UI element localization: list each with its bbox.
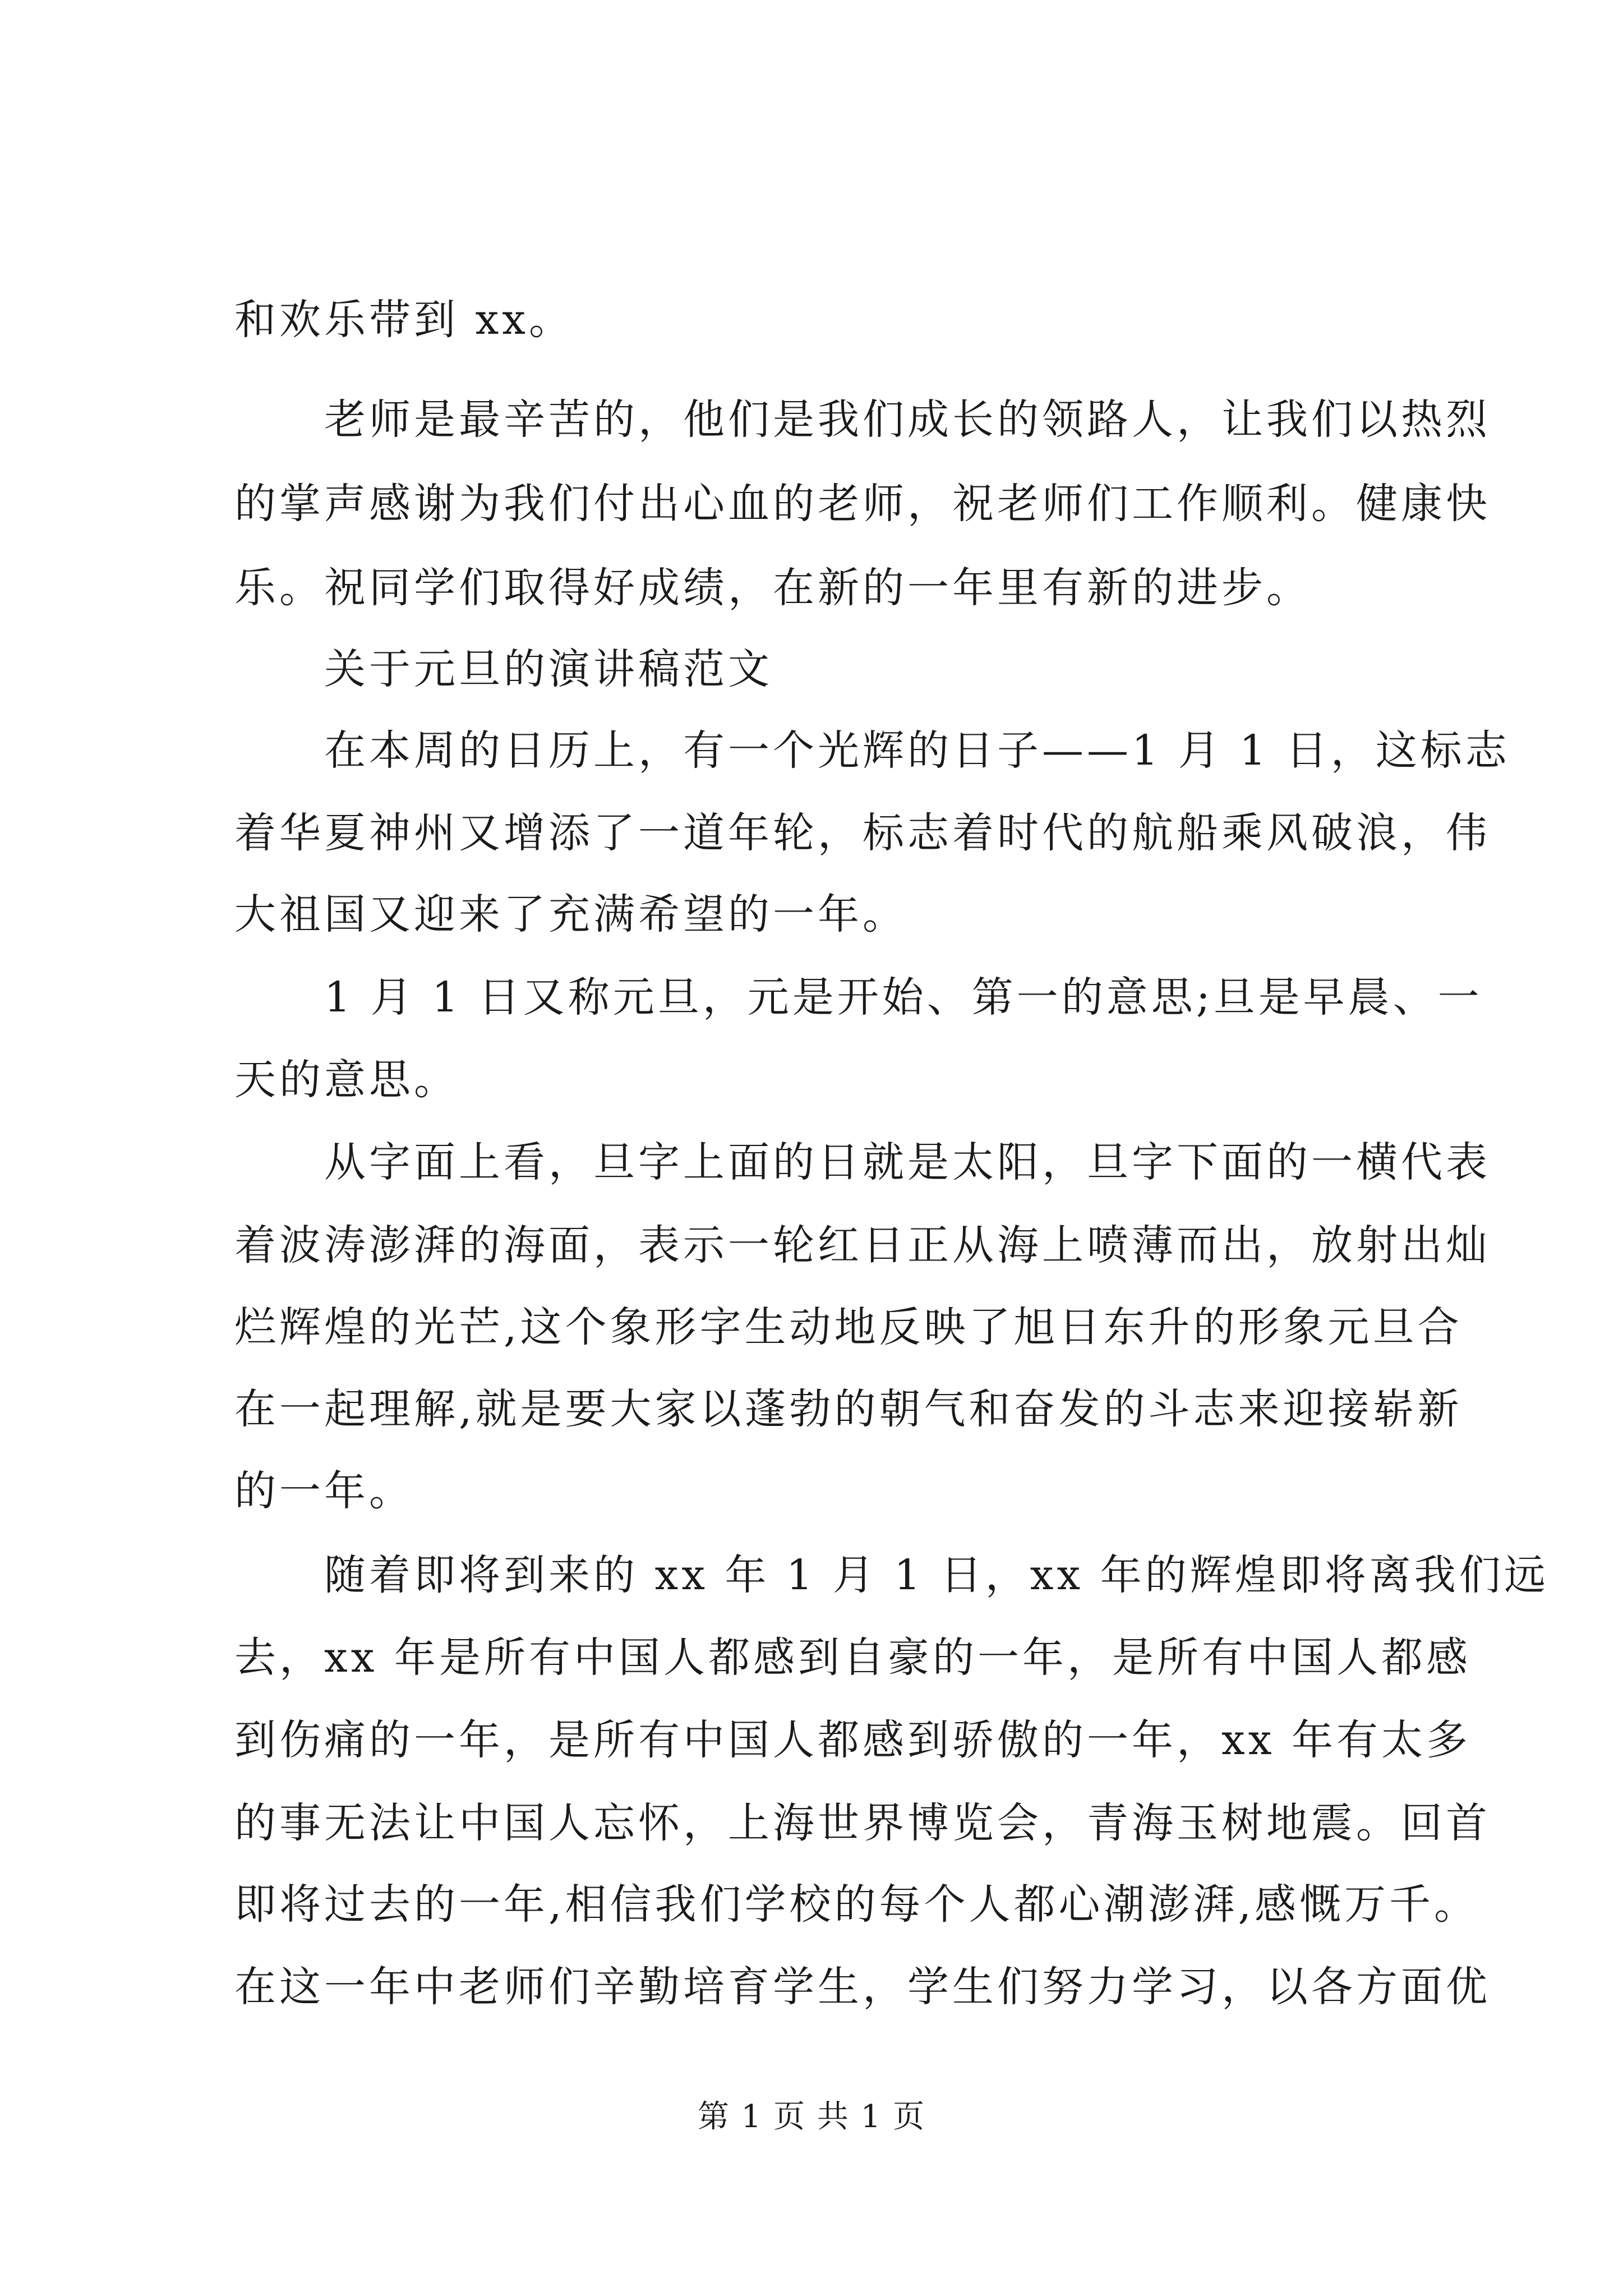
text-line: 随着即将到来的 xx 年 1 月 1 日，xx 年的辉煌即将离我们远 bbox=[234, 1551, 1549, 1599]
text-line: 在这一年中老师们辛勤培育学生，学生们努力学习，以各方面优 bbox=[234, 1963, 1491, 2011]
text-line: 和欢乐带到 xx。 bbox=[234, 296, 574, 344]
text-line: 的事无法让中国人忘怀，上海世界博览会，青海玉树地震。回首 bbox=[234, 1799, 1491, 1847]
text-line: 到伤痛的一年，是所有中国人都感到骄傲的一年，xx 年有太多 bbox=[234, 1716, 1471, 1764]
text-line: 在本周的日历上，有一个光辉的日子——1 月 1 日，这标志 bbox=[234, 726, 1510, 775]
page-footer: 第 1 页 共 1 页 bbox=[697, 2099, 926, 2135]
text-line: 着波涛澎湃的海面，表示一轮红日正从海上喷薄而出，放射出灿 bbox=[234, 1221, 1491, 1269]
text-line: 即将过去的一年,相信我们学校的每个人都心潮澎湃,感慨万千。 bbox=[234, 1880, 1479, 1929]
text-line: 老师是最辛苦的，他们是我们成长的领路人，让我们以热烈 bbox=[234, 395, 1491, 444]
text-line: 着华夏神州又增添了一道年轮，标志着时代的航船乘风破浪，伟 bbox=[234, 809, 1491, 857]
text-line: 天的意思。 bbox=[234, 1056, 459, 1104]
text-line: 乐。祝同学们取得好成绩，在新的一年里有新的进步。 bbox=[234, 564, 1311, 612]
text-line: 烂辉煌的光芒,这个象形字生动地反映了旭日东升的形象元旦合 bbox=[234, 1303, 1463, 1351]
text-line: 去，xx 年是所有中国人都感到自豪的一年，是所有中国人都感 bbox=[234, 1634, 1471, 1682]
text-line: 在一起理解,就是要大家以蓬勃的朝气和奋发的斗志来迎接崭新 bbox=[234, 1385, 1463, 1433]
text-line: 从字面上看，旦字上面的日就是太阳，旦字下面的一横代表 bbox=[234, 1138, 1491, 1186]
text-line: 的掌声感谢为我们付出心血的老师，祝老师们工作顺利。健康快 bbox=[234, 480, 1491, 528]
text-line: 大祖国又迎来了充满希望的一年。 bbox=[234, 890, 907, 938]
text-line: 的一年。 bbox=[234, 1467, 414, 1515]
text-line: 关于元旦的演讲稿范文 bbox=[234, 645, 773, 693]
text-line: 1 月 1 日又称元旦，元是开始、第一的意思;旦是早晨、一 bbox=[234, 973, 1483, 1022]
